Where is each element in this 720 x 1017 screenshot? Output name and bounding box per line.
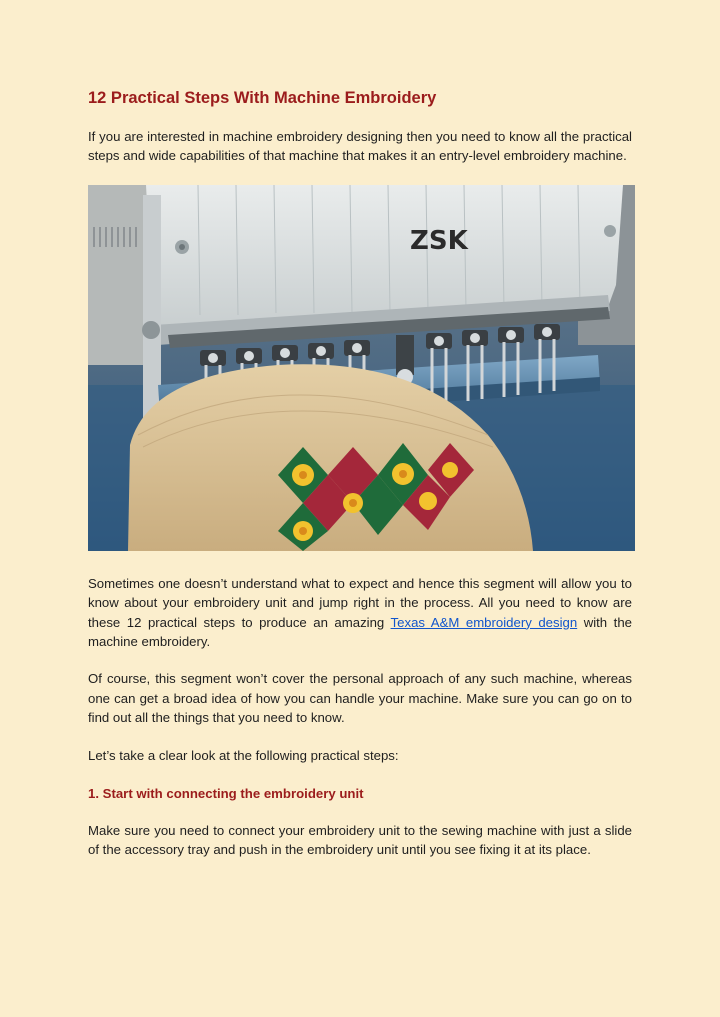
embroidery-machine-photo	[88, 185, 635, 551]
article-title: 12 Practical Steps With Machine Embroidery	[88, 89, 437, 107]
paragraph-about-steps	[88, 574, 632, 652]
step-1-body: Make sure you need to connect your embroidery unit to the sewing machine with just a slide of the accessory tray and push in the embroidery unit until you see fixing it at its place.	[88, 823, 632, 858]
brand-text: ZSK	[410, 225, 468, 256]
article	[88, 86, 632, 860]
texas-am-embroidery-link[interactable]: Texas A&M embroidery design	[390, 614, 578, 630]
paragraph-personal-approach: Of course, this segment won’t cover the personal approach of any such machine, whereas one can get a broad idea of how you can handle your machine. Make sure you can go on to find out all the things that you need to know.	[88, 671, 632, 726]
paragraph-text-end: with the machine embroidery.	[88, 614, 632, 650]
step-1-heading: 1. Start with connecting the embroidery unit	[88, 786, 364, 802]
paragraph-lead-in: Let’s take a clear look at the following practical steps:	[88, 747, 399, 763]
intro-paragraph: If you are interested in machine embroidery designing then you need to know all the practical steps and wide capabilities of that machine that makes it an entry-level embroidery machine.	[88, 129, 632, 164]
paragraph-text-start: Sometimes one doesn’t understand what to expect and hence this segment will allow you to know about your embroidery unit and jump right in the process. All you need to know are these 12 practical steps to produce an amazing	[88, 575, 632, 630]
